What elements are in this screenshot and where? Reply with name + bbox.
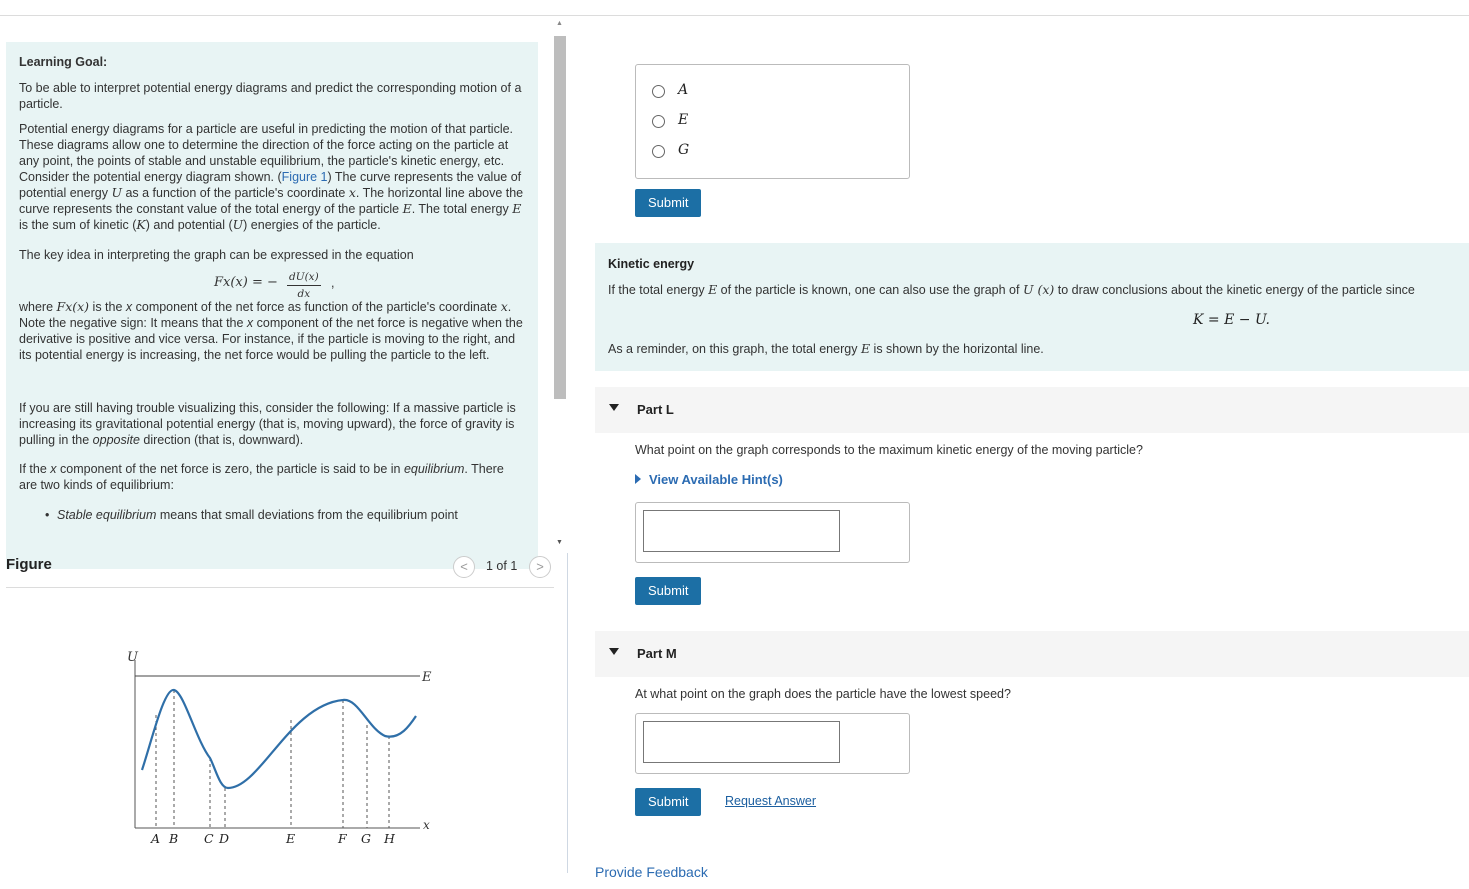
point-label-g: G xyxy=(361,831,371,846)
point-label-b: B xyxy=(169,831,179,846)
learning-goal-panel xyxy=(6,42,538,569)
radio-icon[interactable] xyxy=(652,115,665,128)
learning-goal-heading: Learning Goal: xyxy=(19,55,108,69)
radio-icon[interactable] xyxy=(652,85,665,98)
part-l-question: What point on the graph corresponds to the maximum kinetic energy of the moving particle? xyxy=(635,443,1143,457)
radio-icon[interactable] xyxy=(652,145,665,158)
part-l-header[interactable] xyxy=(595,387,1469,433)
part-l-label: Part L xyxy=(637,402,674,417)
intro-scrollbar[interactable] xyxy=(552,20,568,555)
view-hints-link[interactable]: View Available Hint(s) xyxy=(635,472,783,487)
scroll-down-arrow-icon[interactable]: ▼ xyxy=(556,539,563,546)
axis-u-label: U xyxy=(127,650,138,665)
scroll-thumb[interactable] xyxy=(554,36,566,399)
energy-label: E xyxy=(422,670,432,685)
part-l-answer-input[interactable] xyxy=(643,510,840,552)
part-l-answer-box xyxy=(635,502,910,563)
kinetic-energy-formula: K = E − U. xyxy=(1193,312,1270,328)
part-m-answer-box xyxy=(635,713,910,774)
scroll-up-arrow-icon[interactable]: ▲ xyxy=(556,20,563,27)
potential-energy-diagram xyxy=(120,630,440,855)
submit-button-part-l[interactable]: Submit xyxy=(635,577,701,605)
choices-box: A E G xyxy=(635,64,910,179)
point-label-h: H xyxy=(384,831,395,846)
figure-pager: 1 of 1 xyxy=(486,559,518,573)
intro-paragraph-5: If you are still having trouble visualizing this, consider the following: If a massive particle is increasing its gravitational potential energy (that is, moving upward), the force of gravity is pulling in the opposite direction (that is, downward). xyxy=(19,401,516,447)
kinetic-energy-title: Kinetic energy xyxy=(608,257,695,271)
intro-paragraph-6: If the x component of the net force is zero, the particle is said to be in equilibrium. There are two kinds of equilibrium: xyxy=(19,462,504,492)
submit-button-part-m[interactable]: Submit xyxy=(635,788,701,816)
point-label-c: C xyxy=(204,831,214,846)
axis-x-label: x xyxy=(423,818,430,832)
next-figure-button[interactable]: > xyxy=(529,556,551,578)
request-answer-link[interactable]: Request Answer xyxy=(725,794,817,808)
kinetic-energy-panel xyxy=(595,243,1469,371)
intro-paragraph-1: Potential energy diagrams for a particle are useful in predicting the motion of that particle. These diagrams allow one to determine the direction of the force acting on the particle at any point, the points of stable and unstable equilibrium, the particle's kinetic energy, etc. xyxy=(19,122,514,168)
submit-button-choices[interactable]: Submit xyxy=(635,189,701,217)
collapse-caret-icon[interactable] xyxy=(609,404,619,411)
part-m-answer-input[interactable] xyxy=(643,721,840,763)
point-label-e: E xyxy=(286,831,296,846)
intro-paragraph-4: where Fx(x) is the x component of the net force as function of the particle's coordinate x. Note the negative sign: It means that the x component of the net force is negative when the derivative is positive and vice versa. For instance, if the particle is moving to the right, and its potential energy is increasing, the net force would be pulling the particle to the left. xyxy=(19,299,523,362)
expand-triangle-icon xyxy=(635,474,641,484)
prev-figure-button[interactable]: < xyxy=(453,556,475,578)
force-equation: Fx(x) = − $\frac{dU(x)}{dx}$ , xyxy=(214,271,335,300)
point-label-f: F xyxy=(338,831,347,846)
collapse-caret-icon[interactable] xyxy=(609,648,619,655)
kinetic-energy-text: If the total energy E of the particle is known, one can also use the graph of U (x) to draw conclusions about the kinetic energy of the particle since xyxy=(608,282,1415,297)
part-m-header[interactable] xyxy=(595,631,1469,677)
provide-feedback-link[interactable]: Provide Feedback xyxy=(595,864,708,880)
figure-title: Figure xyxy=(6,556,52,573)
figure-link[interactable]: Figure 1 xyxy=(281,170,328,184)
figure-header xyxy=(6,556,554,588)
equilibrium-bullet: • Stable equilibrium means that small deviations from the equilibrium point xyxy=(19,507,525,523)
pane-divider xyxy=(567,553,568,873)
part-m-label: Part M xyxy=(637,646,677,661)
intro-paragraph-3: The key idea in interpreting the graph can be expressed in the equation xyxy=(19,248,414,262)
point-label-a: A xyxy=(151,831,161,846)
point-label-d: D xyxy=(219,831,230,846)
intro-paragraph-2: Consider the potential energy diagram shown. (Figure 1) The curve represents the value of potential energy U as a function of the particle's coordinate x. The horizontal line above the curve represents the constant value of the total energy of the particle E. The total energy E is the sum of kinetic (K) and potential (U) energies of the particle. xyxy=(19,170,524,232)
potential-curve xyxy=(142,690,416,788)
part-m-question: At what point on the graph does the particle have the lowest speed? xyxy=(635,687,1011,701)
learning-goal-text: To be able to interpret potential energy diagrams and predict the corresponding motion of a particle. xyxy=(19,81,522,111)
kinetic-energy-reminder: As a reminder, on this graph, the total energy E is shown by the horizontal line. xyxy=(608,341,1044,356)
dashed-guides xyxy=(156,690,389,828)
